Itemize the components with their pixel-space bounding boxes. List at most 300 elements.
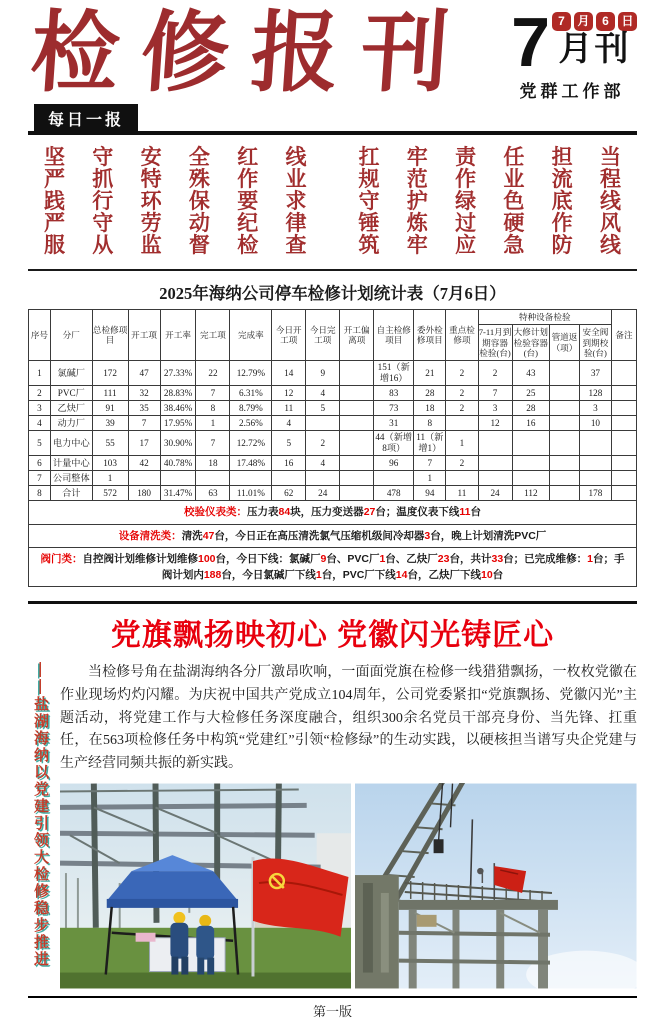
table-cell: 11 xyxy=(272,401,306,416)
slogan-row xyxy=(358,213,621,235)
table-cell xyxy=(478,471,512,486)
slogan-char: 坚 xyxy=(44,146,65,169)
slogan-char: 规 xyxy=(358,168,380,191)
article-side-caption: ——盐湖海纳以党建引领大检修稳步推进 xyxy=(32,662,49,969)
crane-hook xyxy=(434,839,444,853)
slogan-char: 责 xyxy=(455,146,477,169)
note-text: 台；手阀计划内 xyxy=(161,552,625,582)
column-header: 序号 xyxy=(29,310,51,361)
column-header: 总检修项目 xyxy=(92,310,128,361)
issue-wrap xyxy=(507,3,637,81)
table-cell: 11.01% xyxy=(230,486,272,501)
column-header: 自主检修项目 xyxy=(374,310,414,361)
tent-valance xyxy=(107,899,238,908)
slogan-char: 行 xyxy=(92,190,114,213)
note-text: 压力表 xyxy=(247,506,279,519)
table-cell: 38.46% xyxy=(160,401,196,416)
table-cell: 28 xyxy=(512,401,550,416)
table-cell xyxy=(550,416,580,431)
column-header: 今日完工项 xyxy=(306,310,340,361)
slogan-char: 急 xyxy=(503,234,525,257)
table-cell: 128 xyxy=(579,386,611,401)
department-label: 党群工作部 xyxy=(519,82,625,102)
slogan-char: 践 xyxy=(44,190,65,213)
table-cell: 8.79% xyxy=(230,401,272,416)
table-cell: 24 xyxy=(478,486,512,501)
slogan-char: 作 xyxy=(455,168,477,191)
special-column-header: 大修计划检验容器(台) xyxy=(512,325,550,361)
column-header: 分厂 xyxy=(50,310,92,361)
table-cell: 47 xyxy=(128,361,160,386)
note-row xyxy=(29,524,637,547)
table-cell: 16 xyxy=(272,456,306,471)
slogan-char: 牢 xyxy=(406,146,428,169)
note-number: 47 xyxy=(202,529,215,542)
note-label: 设备清洗类： xyxy=(118,529,182,542)
table-cell: 11 xyxy=(446,486,478,501)
table-row xyxy=(29,361,637,386)
note-text: 台，乙炔厂下线 xyxy=(407,569,481,582)
article xyxy=(28,662,637,988)
note-row xyxy=(29,547,637,587)
column-header: 今日开工项 xyxy=(272,310,306,361)
table-cell: 计量中心 xyxy=(50,456,92,471)
table-cell xyxy=(612,471,637,486)
table-row xyxy=(29,401,637,416)
table-cell xyxy=(340,416,374,431)
slogan-char: 锤 xyxy=(358,212,380,235)
slogan-row xyxy=(358,235,621,257)
helmet-icon xyxy=(173,912,185,924)
slogan-char: 监 xyxy=(140,234,162,257)
table-cell: PVC厂 xyxy=(50,386,92,401)
table-cell xyxy=(478,431,512,456)
table-cell: 1 xyxy=(92,471,128,486)
note-text: 台；温度仪表下线 xyxy=(375,506,460,519)
table-cell xyxy=(612,361,637,386)
table-cell xyxy=(160,471,196,486)
note-cell xyxy=(29,501,637,524)
table-cell: 12.72% xyxy=(230,431,272,456)
masthead-title: 检修报刊 xyxy=(27,3,475,102)
note-number: 1 xyxy=(587,552,594,565)
slogan-char: 线 xyxy=(599,190,621,213)
slogan-row xyxy=(44,191,307,213)
table-cell: 6 xyxy=(29,456,51,471)
table-cell: 112 xyxy=(512,486,550,501)
table-cell: 31.47% xyxy=(160,486,196,501)
note-number: 1 xyxy=(379,552,386,565)
article-paragraph: 当检修号角在盐湖海纳各分厂激昂吹响，一面面党旗在检修一线猎猎飘扬，一枚枚党徽在作业现场灼灼闪耀。为庆祝中国共产党成立104周年，公司党委紧扣“党旗飘扬、党徽闪光”主题活动，将党建工作与大检修任务深度融合，组织300余名党员干部亮身份、当先锋、扛重任，在563项检修任务中构筑“党建红”引领“检修绿”的生动实践，以硬核担当谱写央企党建与生产经营同频共振的新实践。 xyxy=(60,665,637,772)
slogan-char: 环 xyxy=(140,190,162,213)
table-cell: 22 xyxy=(196,361,230,386)
article-main xyxy=(60,662,637,988)
slogan-char: 红 xyxy=(237,146,259,169)
note-number: 11 xyxy=(459,506,471,519)
table-cell: 2 xyxy=(29,386,51,401)
masthead xyxy=(27,3,637,104)
table-cell: 8 xyxy=(196,401,230,416)
slogan-char: 守 xyxy=(358,190,380,213)
slogan-row xyxy=(44,169,307,191)
column-header: 重点检修项 xyxy=(446,310,478,361)
slogan-char: 底 xyxy=(551,190,573,213)
table-cell xyxy=(550,456,580,471)
slogan-char: 守 xyxy=(92,212,114,235)
table-cell: 55 xyxy=(92,431,128,456)
issue-number: 7 xyxy=(511,3,550,81)
table-cell: 5 xyxy=(306,401,340,416)
table-cell: 12.79% xyxy=(230,361,272,386)
slogan-char: 殊 xyxy=(188,168,210,191)
slogan-char: 线 xyxy=(285,146,307,169)
slogan-char: 业 xyxy=(503,168,525,191)
table-cell: 73 xyxy=(374,401,414,416)
slogan-row xyxy=(44,147,307,169)
table-header-row xyxy=(29,310,637,325)
note-cell xyxy=(29,524,637,547)
table-cell: 12 xyxy=(272,386,306,401)
pink-banner xyxy=(136,933,156,942)
slogan-char: 任 xyxy=(503,146,525,169)
table-cell: 4 xyxy=(29,416,51,431)
slogan-char: 查 xyxy=(285,234,307,257)
slogan-char: 特 xyxy=(140,168,162,191)
note-number: 14 xyxy=(395,569,408,582)
note-text: 台、PVC厂 xyxy=(326,552,380,565)
issue-right xyxy=(552,10,637,68)
daily-report-badge: 每日一报 xyxy=(34,104,138,133)
slogan-char: 抓 xyxy=(92,168,114,191)
table-cell: 7 xyxy=(478,386,512,401)
table-cell xyxy=(550,471,580,486)
table-cell: 4 xyxy=(272,416,306,431)
date-badge: 6 xyxy=(596,12,615,31)
table-cell: 111 xyxy=(92,386,128,401)
table-cell: 7 xyxy=(196,386,230,401)
table-row xyxy=(29,416,637,431)
slogan-char: 应 xyxy=(455,234,477,257)
table-cell: 172 xyxy=(92,361,128,386)
table-cell: 7 xyxy=(128,416,160,431)
table-row xyxy=(29,456,637,471)
slogan-char: 纪 xyxy=(237,212,259,235)
table-cell: 2.56% xyxy=(230,416,272,431)
article-headline: 党旗飘扬映初心 党徽闪光铸匠心 xyxy=(110,619,555,653)
table-cell xyxy=(512,431,550,456)
slogan-char: 严 xyxy=(44,168,65,191)
column-header: 开工偏离项 xyxy=(340,310,374,361)
note-text: 台；已完成维修： xyxy=(503,552,588,565)
column-header: 开工项 xyxy=(128,310,160,361)
table-cell: 11（新增1） xyxy=(414,431,446,456)
table-row xyxy=(29,486,637,501)
note-text: 台，晚上计划清洗PVC厂 xyxy=(430,529,547,542)
date-badge: 日 xyxy=(618,12,637,31)
note-number: 1 xyxy=(315,569,322,582)
table-cell xyxy=(550,361,580,386)
table-cell xyxy=(612,431,637,456)
column-header: 开工率 xyxy=(160,310,196,361)
note-number: 100 xyxy=(197,552,216,565)
table-cell: 2 xyxy=(446,386,478,401)
helmet-icon xyxy=(199,915,211,927)
slogan-char: 绿 xyxy=(455,190,477,213)
table-cell xyxy=(340,401,374,416)
table-cell xyxy=(128,471,160,486)
table-cell xyxy=(612,386,637,401)
table-cell xyxy=(612,416,637,431)
slogan-char: 求 xyxy=(285,190,307,213)
table-cell: 乙炔厂 xyxy=(50,401,92,416)
slogan-divider xyxy=(28,269,637,271)
table-cell xyxy=(272,471,306,486)
special-column-header: 安全阀到期校验(台) xyxy=(579,325,611,361)
table-cell: 7 xyxy=(414,456,446,471)
table-cell: 2 xyxy=(446,456,478,471)
note-number: 27 xyxy=(363,506,376,519)
table-cell xyxy=(340,431,374,456)
slogan-char: 动 xyxy=(188,212,210,235)
table-cell: 10 xyxy=(579,416,611,431)
table-cell xyxy=(306,471,340,486)
table-cell: 28.83% xyxy=(160,386,196,401)
table-cell xyxy=(612,486,637,501)
table-cell: 3 xyxy=(29,401,51,416)
table-cell xyxy=(550,401,580,416)
table-cell: 12 xyxy=(478,416,512,431)
slogan-char: 硬 xyxy=(503,212,525,235)
table-cell xyxy=(550,386,580,401)
table-cell: 21 xyxy=(414,361,446,386)
masthead-issue-block xyxy=(507,3,637,102)
slogan-char: 防 xyxy=(551,234,573,257)
table-cell: 178 xyxy=(579,486,611,501)
note-text: 台、乙炔厂 xyxy=(385,552,438,565)
table-title: 2025年海纳公司停车检修计划统计表（7月6日） xyxy=(159,284,506,303)
table-cell: 电力中心 xyxy=(50,431,92,456)
slogan-char: 筑 xyxy=(358,234,380,257)
date-badge: 7 xyxy=(552,12,571,31)
table-cell xyxy=(340,456,374,471)
daily-report-bar xyxy=(28,108,637,135)
note-text: 台 xyxy=(470,506,481,519)
slogan-row xyxy=(358,169,621,191)
table-cell: 96 xyxy=(374,456,414,471)
special-column-header: 管道返（项） xyxy=(550,325,580,361)
slogan-row xyxy=(358,191,621,213)
table-cell: 5 xyxy=(272,431,306,456)
slogan-char: 全 xyxy=(188,146,210,169)
stats-table xyxy=(28,309,637,587)
table-cell: 4 xyxy=(306,386,340,401)
table-cell: 24 xyxy=(306,486,340,501)
table-cell: 17.48% xyxy=(230,456,272,471)
issue-suffix: 月刊 xyxy=(558,30,631,68)
slogan-char: 流 xyxy=(551,168,573,191)
slogan-char: 从 xyxy=(92,234,114,257)
remark-header: 备注 xyxy=(612,310,637,361)
table-cell: 2 xyxy=(446,361,478,386)
slogan-row xyxy=(358,147,621,169)
slogan-char: 牢 xyxy=(406,234,428,257)
table-row xyxy=(29,431,637,456)
table-cell: 1 xyxy=(414,471,446,486)
note-label: 阀门类： xyxy=(40,552,83,565)
table-cell xyxy=(550,486,580,501)
table-cell: 9 xyxy=(306,361,340,386)
table-cell xyxy=(306,416,340,431)
slogan-char: 督 xyxy=(188,234,210,257)
table-cell: 478 xyxy=(374,486,414,501)
table-cell: 43 xyxy=(512,361,550,386)
note-text: 块，压力变送器 xyxy=(290,506,364,519)
table-cell: 2 xyxy=(478,361,512,386)
table-cell: 5 xyxy=(29,431,51,456)
table-cell: 1 xyxy=(29,361,51,386)
table-cell: 30.90% xyxy=(160,431,196,456)
table-cell: 32 xyxy=(128,386,160,401)
note-text: 清洗 xyxy=(181,529,203,542)
table-cell: 31 xyxy=(374,416,414,431)
slogan-char: 范 xyxy=(406,168,428,191)
note-number: 3 xyxy=(424,529,431,542)
table-cell xyxy=(579,431,611,456)
slogan-char: 炼 xyxy=(406,212,428,235)
table-cell: 6.31% xyxy=(230,386,272,401)
special-column-header: 7-11月到期容器检验(台) xyxy=(478,325,512,361)
table-cell: 2 xyxy=(446,401,478,416)
table-cell xyxy=(196,471,230,486)
table-cell xyxy=(340,361,374,386)
table-cell: 16 xyxy=(512,416,550,431)
slogan-char: 检 xyxy=(237,234,259,257)
page-number-label: 第一版 xyxy=(312,1003,352,1019)
slogan-row xyxy=(44,235,307,257)
slogan-char: 严 xyxy=(44,212,65,235)
slogan-char: 律 xyxy=(285,212,307,235)
column-header: 完工项 xyxy=(196,310,230,361)
table-cell: 1 xyxy=(196,416,230,431)
note-number: 33 xyxy=(491,552,504,565)
table-cell: 7 xyxy=(29,471,51,486)
table-cell: 8 xyxy=(29,486,51,501)
note-text: 自控阀计划维修计划维修 xyxy=(82,552,198,565)
slogan-char: 过 xyxy=(455,212,477,235)
table-cell: 572 xyxy=(92,486,128,501)
table-cell: 39 xyxy=(92,416,128,431)
slogan-section xyxy=(28,135,637,265)
table-cell: 180 xyxy=(128,486,160,501)
note-cell xyxy=(29,547,637,587)
slogan-char: 担 xyxy=(551,146,573,169)
note-text: 台，今日正在高压清洗氯气压缩机级间冷却器 xyxy=(214,529,425,542)
slogan-row xyxy=(44,213,307,235)
table-cell: 4 xyxy=(306,456,340,471)
slogan-char: 色 xyxy=(503,190,525,213)
table-cell: 3 xyxy=(579,401,611,416)
slogan-char: 保 xyxy=(188,190,210,213)
note-number: 188 xyxy=(203,569,222,582)
slogan-char: 业 xyxy=(285,168,307,191)
note-text: 台，共计 xyxy=(449,552,492,565)
table-cell xyxy=(579,456,611,471)
table-cell: 18 xyxy=(196,456,230,471)
note-label: 校验仪表类： xyxy=(184,506,247,519)
table-cell xyxy=(446,416,478,431)
table-row xyxy=(29,386,637,401)
slogan-char: 作 xyxy=(237,168,259,191)
note-text: 台，今日下线：氯碱厂 xyxy=(215,552,321,565)
table-cell: 合计 xyxy=(50,486,92,501)
table-cell: 公司整体 xyxy=(50,471,92,486)
date-badge: 月 xyxy=(574,12,593,31)
table-cell xyxy=(478,456,512,471)
table-cell: 动力厂 xyxy=(50,416,92,431)
photo-crane-tower xyxy=(355,783,637,989)
table-cell: 83 xyxy=(374,386,414,401)
table-cell: 103 xyxy=(92,456,128,471)
slogan-char: 程 xyxy=(599,168,621,191)
slogan-char: 服 xyxy=(44,234,65,257)
slogan-char: 风 xyxy=(599,212,621,235)
note-number: 84 xyxy=(278,506,291,519)
table-cell: 151（新增16） xyxy=(374,361,414,386)
table-cell xyxy=(340,386,374,401)
table-cell xyxy=(512,456,550,471)
table-cell: 94 xyxy=(414,486,446,501)
table-cell xyxy=(512,471,550,486)
note-number: 9 xyxy=(320,552,327,565)
slogan-char: 线 xyxy=(599,234,621,257)
table-cell xyxy=(612,401,637,416)
special-equipment-group-header: 特种设备检验 xyxy=(478,310,611,325)
slogan-char: 护 xyxy=(406,190,428,213)
table-cell xyxy=(230,471,272,486)
slogan-char: 当 xyxy=(599,146,621,169)
table-cell: 91 xyxy=(92,401,128,416)
slogan-char: 扛 xyxy=(358,146,380,169)
slogan-group-right xyxy=(358,147,621,257)
table-cell: 42 xyxy=(128,456,160,471)
table-cell xyxy=(340,486,374,501)
photo-row xyxy=(60,783,637,989)
table-cell: 14 xyxy=(272,361,306,386)
table-cell: 17.95% xyxy=(160,416,196,431)
table-cell xyxy=(374,471,414,486)
table-cell: 63 xyxy=(196,486,230,501)
table-cell: 35 xyxy=(128,401,160,416)
table-cell: 44（新增8项） xyxy=(374,431,414,456)
slogan-char: 安 xyxy=(140,146,162,169)
slogan-char: 劳 xyxy=(140,212,162,235)
table-cell xyxy=(612,456,637,471)
table-cell xyxy=(579,471,611,486)
note-number: 10 xyxy=(480,569,493,582)
table-cell: 40.78% xyxy=(160,456,196,471)
photo-party-flag-tent xyxy=(60,783,351,989)
table-cell: 17 xyxy=(128,431,160,456)
table-cell xyxy=(446,471,478,486)
table-cell: 25 xyxy=(512,386,550,401)
table-cell: 2 xyxy=(306,431,340,456)
note-text: 台，PVC厂下线 xyxy=(321,569,396,582)
table-cell: 62 xyxy=(272,486,306,501)
column-header: 委外检修项目 xyxy=(414,310,446,361)
table-row xyxy=(29,471,637,486)
note-row xyxy=(29,501,637,524)
table-cell xyxy=(340,471,374,486)
